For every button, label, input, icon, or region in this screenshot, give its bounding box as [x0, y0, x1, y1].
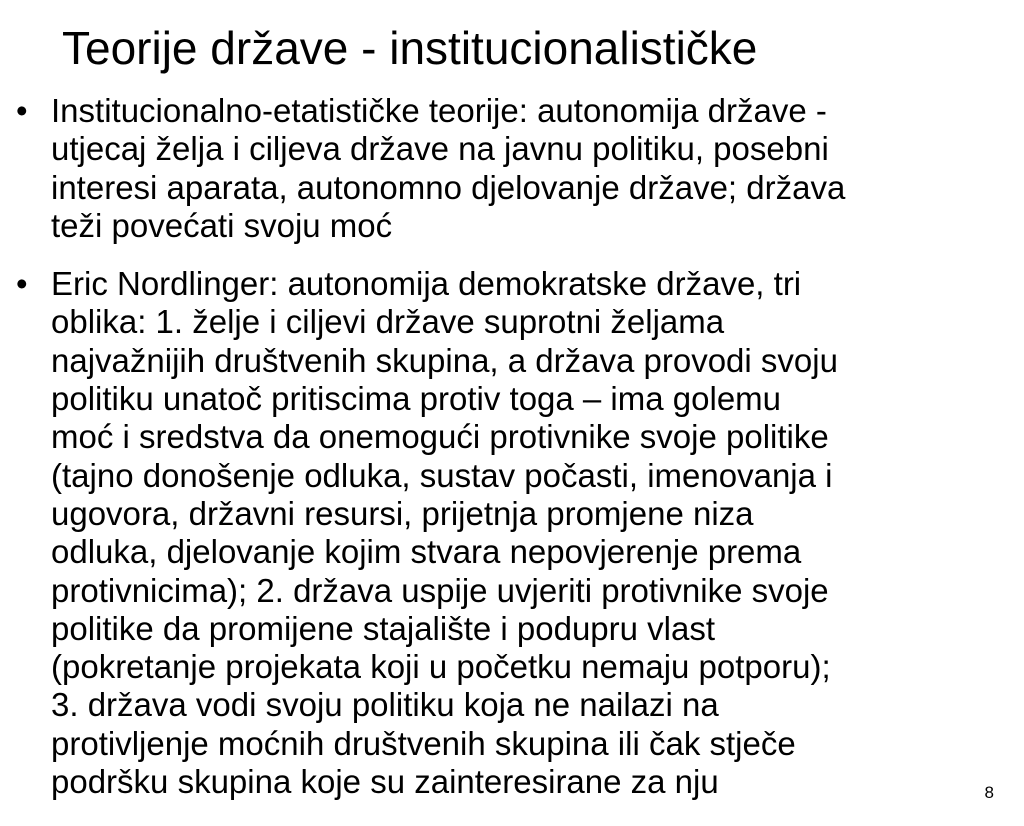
bullet-text-line: utjecaj želja i ciljeva države na javnu politiku, posebni: [51, 130, 829, 168]
bullet-text-line: najvažnijih društvenih skupina, a država provodi svoju: [51, 341, 838, 379]
bullet-text-line: teži povećati svoju moć: [51, 206, 393, 244]
slide-title: Teorije države - institucionalističke: [62, 22, 758, 74]
bullet-text-line: odluka, djelovanje kojim stvara nepovjerenje prema: [51, 533, 802, 571]
bullet-text-line: politike da promijene stajalište i podupru vlast: [51, 609, 716, 647]
bullet-text-line: 3. država vodi svoju politiku koja ne nailazi na: [51, 686, 719, 724]
bullet-text-line: protivnicima); 2. država uspije uvjeriti protivnike svoje: [51, 571, 829, 609]
bullet-text-line: Institucionalno-etatističke teorije: autonomija države -: [51, 92, 827, 129]
bullet-text-line: (tajno donošenje odluka, sustav počasti, imenovanja i: [51, 456, 833, 494]
bullet-text-line: Eric Nordlinger: autonomija demokratske države, tri: [51, 265, 802, 303]
bullet-item: [0, 265, 1024, 801]
page-number: 8: [984, 783, 994, 802]
bullet-text-line: moć i sredstva da onemogući protivnike svoje politike: [51, 418, 829, 456]
bullet-text-line: ugovora, državni resursi, prijetnja promjene niza: [51, 494, 754, 532]
bullet-list: [0, 92, 1024, 821]
bullet-marker: •: [16, 92, 28, 129]
bullet-text-line: politiku unatoč pritiscima protiv toga – ima golemu: [51, 380, 782, 418]
bullet-text-line: podršku skupina koje su zainteresirane za nju: [51, 763, 719, 801]
bullet-text-line: protivljenje moćnih društvenih skupina ili čak stječe: [51, 724, 796, 762]
bullet-item: [0, 92, 1024, 245]
bullet-marker: •: [16, 265, 28, 303]
bullet-text-line: (pokretanje projekata koji u početku nemaju potporu);: [51, 648, 831, 686]
bullet-text-line: interesi aparata, autonomno djelovanje države; država: [51, 168, 846, 206]
bullet-text-line: oblika: 1. želje i ciljevi države suprotni željama: [51, 303, 725, 341]
